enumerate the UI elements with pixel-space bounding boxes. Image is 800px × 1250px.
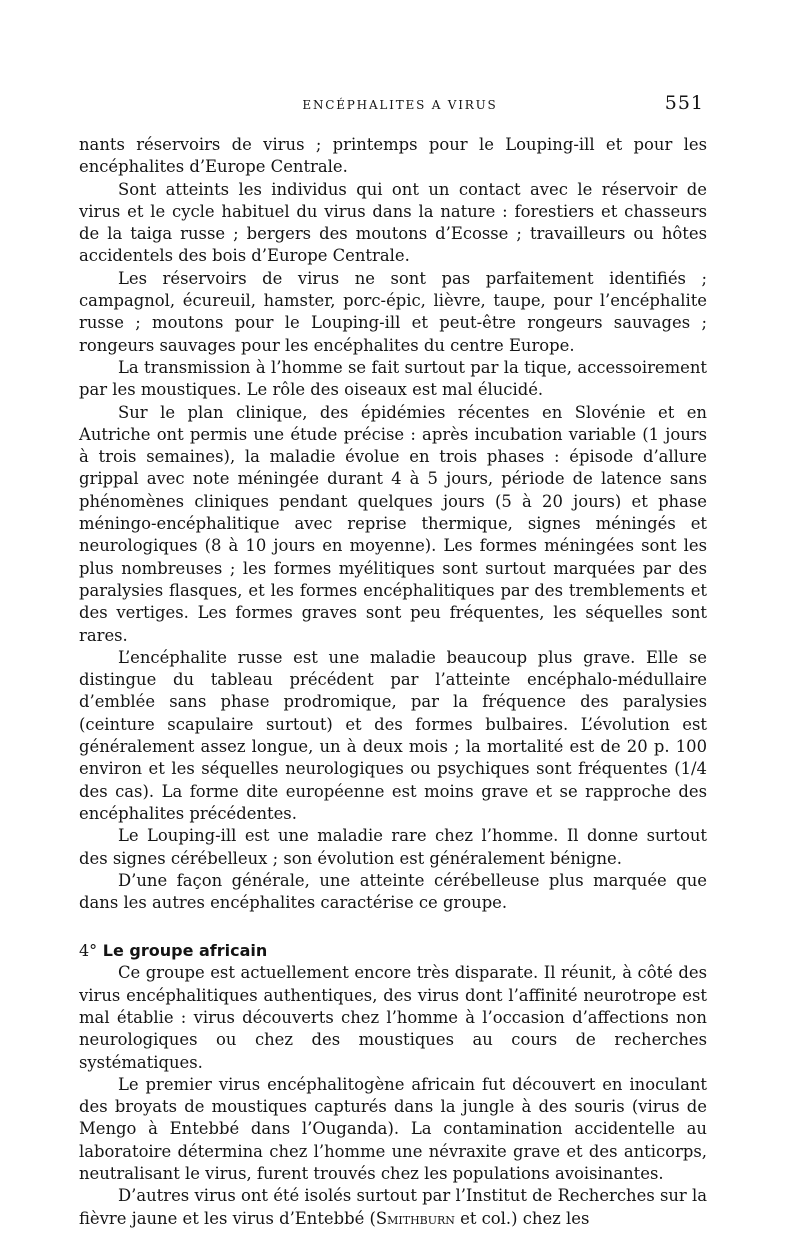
running-title: ENCÉPHALITES A VIRUS	[302, 98, 498, 112]
paragraph: Les réservoirs de virus ne sont pas parfaitement identifiés ; campagnol, écureuil, hamster, porc-épic, lièvre, taupe, pour l’encéphalite russe ; moutons pour le Louping-ill et peut-être rongeurs sauvages ; rongeurs sauvages pour les encéphalites du centre Europe.	[79, 268, 707, 355]
paragraph-text: et col.) chez les	[454, 1208, 590, 1228]
paragraph: nants réservoirs de virus ; printemps pour le Louping-ill et pour les encéphalites d’Europe Centrale.	[79, 135, 707, 177]
paragraph: Ce groupe est actuellement encore très disparate. Il réunit, à côté des virus encéphalitiques authentiques, des virus dont l’affinité neurotrope est mal établie : virus découverts chez l’homme à l’occasion d’affections non neurologiques ou chez des moustiques au cours de recherches systématiques.	[79, 963, 707, 1072]
paragraph-text: D’autres virus ont été isolés surtout par l’Institut de Recherches sur la fièvre jaune et les virus d’Entebbé (	[79, 1186, 707, 1228]
paragraph: Le premier virus encéphalitogène africain fut découvert en inoculant des broyats de moustiques capturés dans la jungle à des souris (virus de Mengo à Entebbé dans l’Ouganda). La contamination accidentelle au laboratoire détermina chez l’homme une névraxite grave et des anticorps, neutralisant le virus, furent trouvés chez les populations avoisinantes.	[79, 1074, 707, 1184]
paragraph: L’encéphalite russe est une maladie beaucoup plus grave. Elle se distingue du tableau précédent par l’atteinte encéphalo-médullaire d’emblée sans phase prodromique, par la fréquence des paralysies (ceinture scapulaire surtout) et des formes bulbaires. L’évolution est généralement assez longue, un à deux mois ; la mortalité est de 20 p. 100 environ et les séquelles neurologiques ou psychiques sont fréquentes (1/4 des cas). La forme dite européenne est moins grave et se rapproche des encéphalites précédentes.	[79, 647, 707, 823]
paragraph: La transmission à l’homme se fait surtout par la tique, accessoirement par les moustiques. Le rôle des oiseaux est mal élucidé.	[79, 357, 707, 400]
paragraph	[79, 1185, 707, 1230]
author-name: Smithburn	[375, 1208, 455, 1228]
section-heading	[79, 940, 707, 962]
paragraph: Le Louping-ill est une maladie rare chez l’homme. Il donne surtout des signes cérébelleux ; son évolution est généralement bénigne.	[79, 826, 707, 868]
section-number: 4°	[79, 941, 98, 961]
paragraph: Sur le plan clinique, des épidémies récentes en Slovénie et en Autriche ont permis une étude précise : après incubation variable (1 jours à trois semaines), la maladie évolue en trois phases : épisode d’allure grippal avec note méningée durant 4 à 5 jours, période de latence sans phénomènes cliniques pendant quelques jours (5 à 20 jours) et phase méningo-encéphalitique avec reprise thermique, signes méningés et neurologiques (8 à 10 jours en moyenne). Les formes méningées sont les plus nombreuses ; les formes myélitiques sont surtout marquées par des paralysies flasques, et les formes encéphalitiques par des tremblements et des vertiges. Les formes graves sont peu fréquentes, les séquelles sont rares.	[79, 402, 707, 645]
body-text	[79, 134, 707, 1230]
page-number: 551	[664, 92, 704, 114]
paragraph: Sont atteints les individus qui ont un contact avec le réservoir de virus et le cycle habituel du virus dans la nature : forestiers et chasseurs de la taiga russe ; bergers des moutons d’Ecosse ; travailleurs ou hôtes accidentels des bois d’Europe Centrale.	[79, 179, 707, 266]
paragraph: D’une façon générale, une atteinte cérébelleuse plus marquée que dans les autres encéphalites caractérise ce groupe.	[79, 870, 707, 913]
section-title: Le groupe africain	[102, 941, 268, 961]
